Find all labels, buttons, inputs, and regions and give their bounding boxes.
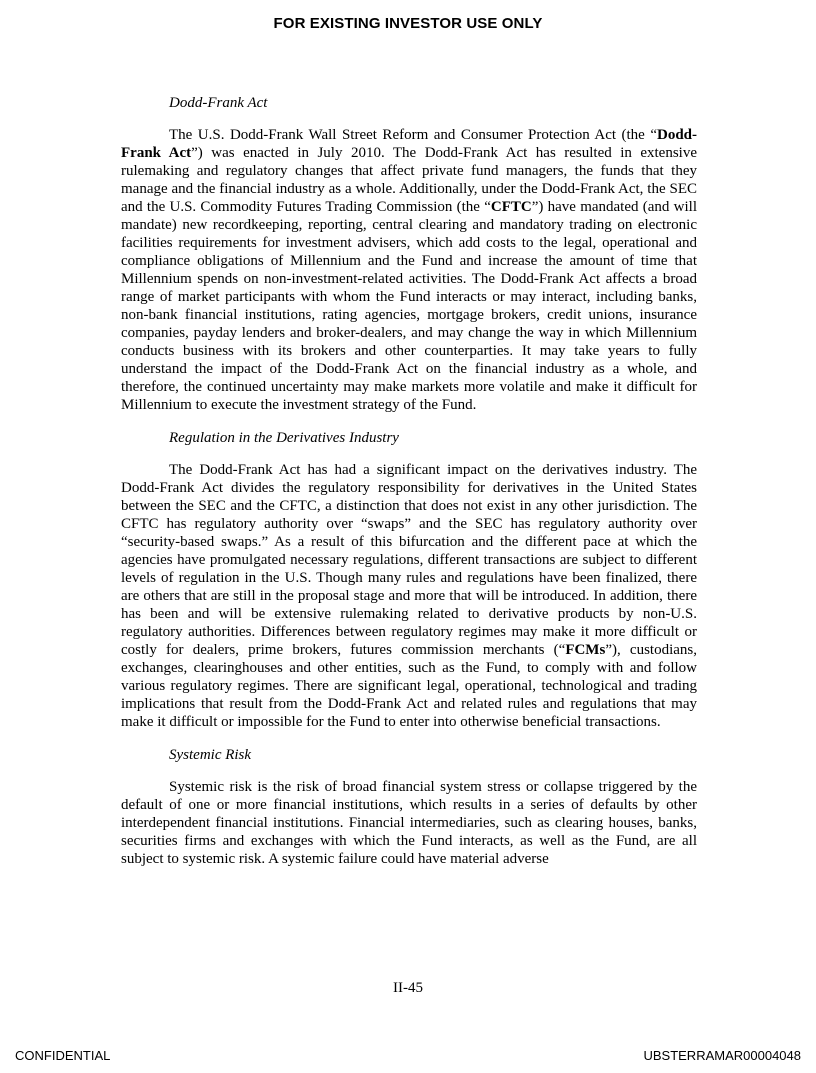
text-run: The Dodd-Frank Act has had a significant impact on the derivatives industry. The Dodd-Frank Act divides the regulatory responsibility for derivatives in the United States between the SEC and the CFTC, a distinction that does not exist in any other jurisdiction. The CFTC has regulatory authority over “swaps” and the SEC has regulatory authority over “security-based swaps.” As a result of this bifurcation and the different pace at which the agencies have promulgated necessary regulations, different transactions are subject to different levels of regulation in the U.S. Though many rules and regulations have been finalized, there are others that are still in the proposal stage and more that will be introduced. In addition, there has been and will be extensive rulemaking related to derivative products by non-U.S. regulatory authorities. Differences between regulatory regimes may make it more difficult or costly for dealers, prime brokers, futures commission merchants (“ <box>121 462 697 658</box>
section-heading-systemic-risk: Systemic Risk <box>169 747 252 763</box>
paragraph-systemic-risk: Systemic risk is the risk of broad financial system stress or collapse triggered by the default of one or more financial institutions, which results in a series of defaults by other interdependent financial institutions. Financial intermediaries, such as clearing houses, banks, securities firms and exchanges with which the Fund interacts, as well as the Fund, are all subject to systemic risk. A systemic failure could have material adverse <box>121 779 697 867</box>
confidentiality-banner: FOR EXISTING INVESTOR USE ONLY <box>273 15 543 32</box>
confidential-label: CONFIDENTIAL <box>15 1048 111 1063</box>
text-run: ”) have mandated (and will mandate) new recordkeeping, reporting, central clearing and mandatory trading on electronic facilities requirements for investment advisers, which add costs to the legal, operational and compliance obligations of Millennium and the Fund and increase the amount of time that Millennium spends on non-investment-related activities. The Dodd-Frank Act affects a broad range of market participants with whom the Fund interacts or may interact, including banks, non-bank financial institutions, rating agencies, mortgage brokers, credit unions, insurance companies, payday lenders and broker-dealers, and may change the way in which Millennium conducts business with its brokers and other counterparties. It may take years to fully understand the impact of the Dodd-Frank Act on the financial industry as a whole, and therefore, the continued uncertainty may make markets more volatile and make it difficult for Millennium to execute the investment strategy of the Fund. <box>121 199 697 413</box>
document-body <box>121 94 697 883</box>
defined-term-dodd-frank-act: Dodd-Frank Act <box>121 127 697 161</box>
text-run: The U.S. Dodd-Frank Wall Street Reform and Consumer Protection Act (the “ <box>169 127 657 143</box>
section-heading-derivatives: Regulation in the Derivatives Industry <box>169 430 399 446</box>
text-run: ”) was enacted in July 2010. The Dodd-Frank Act has resulted in extensive rulemaking and regulatory changes that affect private fund managers, the funds that they manage and the financial industry as a whole. Additionally, under the Dodd-Frank Act, the SEC and the U.S. Commodity Futures Trading Commission (the “ <box>121 145 697 215</box>
defined-term-fcms: FCMs <box>565 642 606 658</box>
section-heading-dodd-frank: Dodd-Frank Act <box>169 95 268 111</box>
bates-number: UBSTERRAMAR00004048 <box>643 1048 801 1063</box>
text-run: ”), custodians, exchanges, clearinghouses and other entities, such as the Fund, to comply with and follow various regulatory regimes. There are significant legal, operational, technological and trading implications that result from the Dodd-Frank Act and related rules and regulations that may make it difficult or impossible for the Fund to enter into otherwise beneficial transactions. <box>121 642 697 730</box>
paragraph-dodd-frank <box>121 126 697 414</box>
paragraph-derivatives <box>121 461 697 731</box>
page-number: II-45 <box>393 980 423 996</box>
defined-term-cftc: CFTC <box>490 199 532 215</box>
